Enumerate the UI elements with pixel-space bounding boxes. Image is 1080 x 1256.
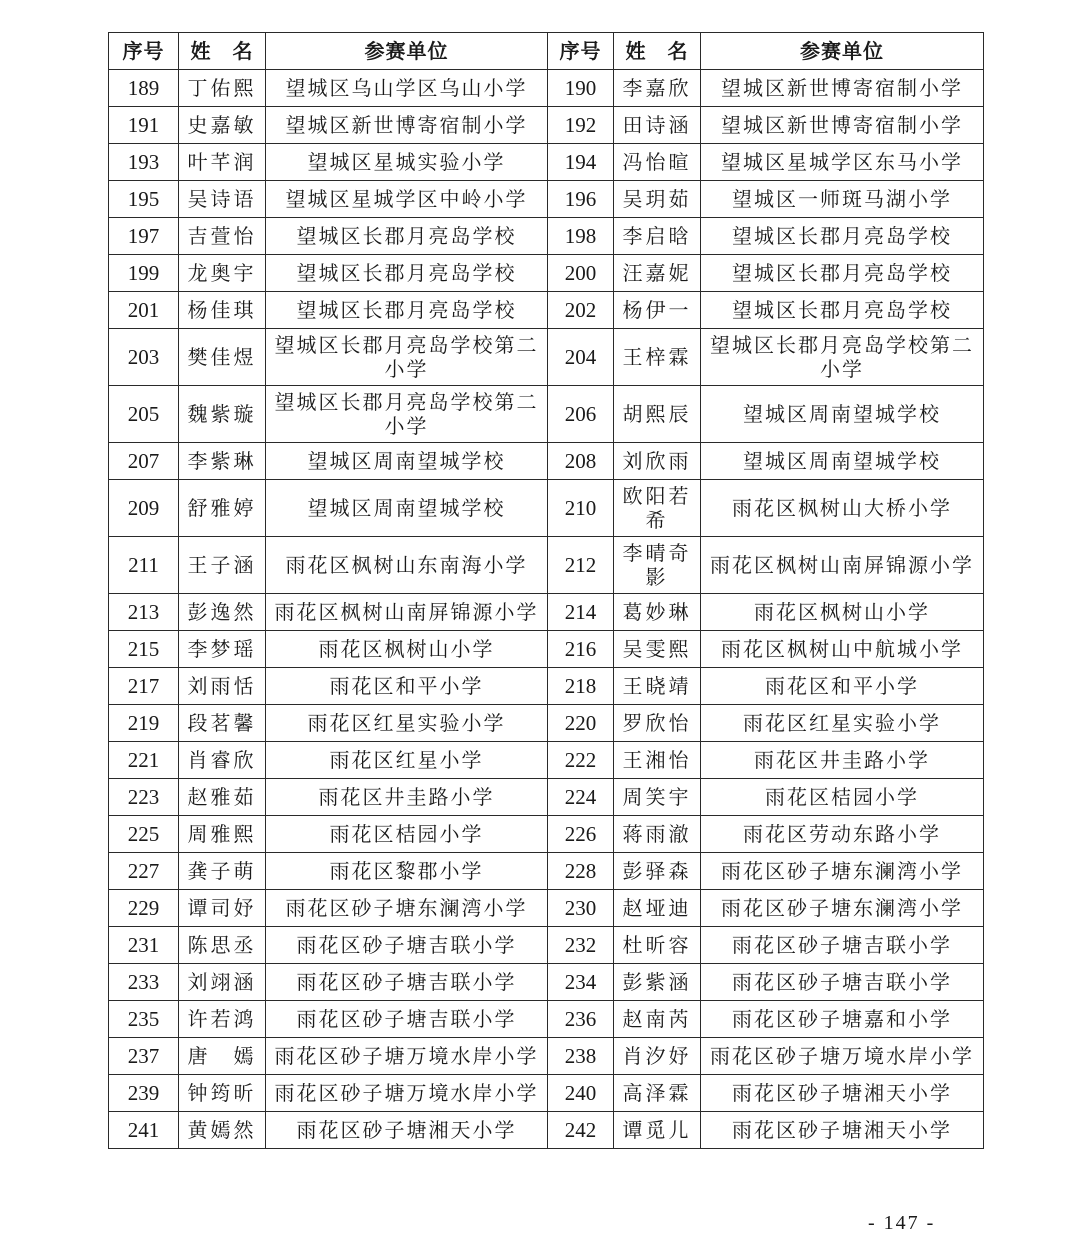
right-unit-cell: 雨花区砂子塘东澜湾小学 xyxy=(701,890,984,927)
right-name-cell: 谭觅儿 xyxy=(614,1112,701,1149)
right-num-cell: 192 xyxy=(548,107,614,144)
left-unit-cell: 雨花区红星实验小学 xyxy=(266,705,548,742)
table-row xyxy=(109,1112,984,1149)
table-row xyxy=(109,181,984,218)
left-unit-cell: 望城区长郡月亮岛学校 xyxy=(266,292,548,329)
right-name-cell: 罗欣怡 xyxy=(614,705,701,742)
left-name-cell: 彭逸然 xyxy=(179,594,266,631)
left-unit-cell: 望城区周南望城学校 xyxy=(266,480,548,537)
right-unit-cell: 雨花区砂子塘万境水岸小学 xyxy=(701,1038,984,1075)
left-unit-cell: 雨花区桔园小学 xyxy=(266,816,548,853)
right-unit-cell: 望城区长郡月亮岛学校第二小学 xyxy=(701,329,984,386)
left-name-cell: 李紫琳 xyxy=(179,443,266,480)
left-name-cell: 谭司妤 xyxy=(179,890,266,927)
right-num-cell: 212 xyxy=(548,537,614,594)
right-name-cell: 欧阳若希 xyxy=(614,480,701,537)
right-unit-cell: 望城区周南望城学校 xyxy=(701,443,984,480)
left-unit-cell: 雨花区黎郡小学 xyxy=(266,853,548,890)
left-unit-cell: 雨花区砂子塘万境水岸小学 xyxy=(266,1038,548,1075)
right-name-cell: 葛妙琳 xyxy=(614,594,701,631)
right-name-cell: 赵垭迪 xyxy=(614,890,701,927)
right-unit-cell: 雨花区砂子塘湘天小学 xyxy=(701,1075,984,1112)
left-name-cell: 赵雅茹 xyxy=(179,779,266,816)
left-name-cell: 钟筠昕 xyxy=(179,1075,266,1112)
left-name-cell: 黄嫣然 xyxy=(179,1112,266,1149)
left-num-cell: 241 xyxy=(109,1112,179,1149)
left-unit-cell: 望城区乌山学区乌山小学 xyxy=(266,70,548,107)
right-unit-cell: 雨花区枫树山大桥小学 xyxy=(701,480,984,537)
left-num-cell: 223 xyxy=(109,779,179,816)
right-name-cell: 汪嘉妮 xyxy=(614,255,701,292)
left-num-cell: 213 xyxy=(109,594,179,631)
left-name-cell: 龙奥宇 xyxy=(179,255,266,292)
right-name-cell: 彭紫涵 xyxy=(614,964,701,1001)
left-num-cell: 239 xyxy=(109,1075,179,1112)
left-unit-cell: 雨花区砂子塘吉联小学 xyxy=(266,927,548,964)
right-name-cell: 李启晗 xyxy=(614,218,701,255)
header-name-right: 姓 名 xyxy=(614,33,701,70)
table-row xyxy=(109,107,984,144)
left-unit-cell: 雨花区砂子塘万境水岸小学 xyxy=(266,1075,548,1112)
left-name-cell: 肖睿欣 xyxy=(179,742,266,779)
table-row xyxy=(109,255,984,292)
left-num-cell: 191 xyxy=(109,107,179,144)
left-num-cell: 209 xyxy=(109,480,179,537)
right-num-cell: 238 xyxy=(548,1038,614,1075)
table-row xyxy=(109,890,984,927)
left-num-cell: 237 xyxy=(109,1038,179,1075)
left-num-cell: 219 xyxy=(109,705,179,742)
left-name-cell: 刘翊涵 xyxy=(179,964,266,1001)
right-unit-cell: 雨花区枫树山小学 xyxy=(701,594,984,631)
right-unit-cell: 雨花区砂子塘吉联小学 xyxy=(701,927,984,964)
left-unit-cell: 雨花区砂子塘吉联小学 xyxy=(266,964,548,1001)
right-name-cell: 冯怡暄 xyxy=(614,144,701,181)
table-row xyxy=(109,329,984,386)
left-num-cell: 205 xyxy=(109,386,179,443)
left-num-cell: 211 xyxy=(109,537,179,594)
right-num-cell: 208 xyxy=(548,443,614,480)
right-num-cell: 194 xyxy=(548,144,614,181)
left-name-cell: 丁佑熙 xyxy=(179,70,266,107)
right-num-cell: 230 xyxy=(548,890,614,927)
table-row xyxy=(109,1075,984,1112)
table-row xyxy=(109,144,984,181)
left-name-cell: 舒雅婷 xyxy=(179,480,266,537)
right-num-cell: 216 xyxy=(548,631,614,668)
table-row xyxy=(109,218,984,255)
right-name-cell: 李晴奇影 xyxy=(614,537,701,594)
table-row xyxy=(109,1038,984,1075)
right-name-cell: 赵南芮 xyxy=(614,1001,701,1038)
table-row xyxy=(109,927,984,964)
left-name-cell: 吉萱怡 xyxy=(179,218,266,255)
left-name-cell: 许若鸿 xyxy=(179,1001,266,1038)
left-unit-cell: 雨花区砂子塘东澜湾小学 xyxy=(266,890,548,927)
right-name-cell: 吴玥茹 xyxy=(614,181,701,218)
table-row xyxy=(109,853,984,890)
left-unit-cell: 雨花区和平小学 xyxy=(266,668,548,705)
left-name-cell: 李梦瑶 xyxy=(179,631,266,668)
right-unit-cell: 雨花区劳动东路小学 xyxy=(701,816,984,853)
table-row xyxy=(109,631,984,668)
header-unit-left: 参赛单位 xyxy=(266,33,548,70)
header-name-left: 姓 名 xyxy=(179,33,266,70)
right-unit-cell: 望城区长郡月亮岛学校 xyxy=(701,218,984,255)
header-row xyxy=(109,33,984,70)
right-num-cell: 232 xyxy=(548,927,614,964)
left-num-cell: 215 xyxy=(109,631,179,668)
left-num-cell: 203 xyxy=(109,329,179,386)
table-row xyxy=(109,537,984,594)
left-unit-cell: 雨花区枫树山东南海小学 xyxy=(266,537,548,594)
table-row xyxy=(109,1001,984,1038)
right-num-cell: 190 xyxy=(548,70,614,107)
table-row xyxy=(109,386,984,443)
right-num-cell: 196 xyxy=(548,181,614,218)
right-unit-cell: 雨花区枫树山南屏锦源小学 xyxy=(701,537,984,594)
right-name-cell: 蒋雨澈 xyxy=(614,816,701,853)
header-unit-right: 参赛单位 xyxy=(701,33,984,70)
right-name-cell: 彭驿森 xyxy=(614,853,701,890)
right-num-cell: 206 xyxy=(548,386,614,443)
left-num-cell: 217 xyxy=(109,668,179,705)
right-num-cell: 214 xyxy=(548,594,614,631)
right-num-cell: 202 xyxy=(548,292,614,329)
roster-table xyxy=(108,32,984,1149)
left-num-cell: 199 xyxy=(109,255,179,292)
left-num-cell: 231 xyxy=(109,927,179,964)
right-name-cell: 李嘉欣 xyxy=(614,70,701,107)
right-unit-cell: 雨花区砂子塘东澜湾小学 xyxy=(701,853,984,890)
header-num-left: 序号 xyxy=(109,33,179,70)
right-name-cell: 肖汐妤 xyxy=(614,1038,701,1075)
left-unit-cell: 雨花区井圭路小学 xyxy=(266,779,548,816)
table-row xyxy=(109,742,984,779)
left-name-cell: 叶芊润 xyxy=(179,144,266,181)
left-num-cell: 193 xyxy=(109,144,179,181)
right-num-cell: 218 xyxy=(548,668,614,705)
right-name-cell: 吴雯熙 xyxy=(614,631,701,668)
table-row xyxy=(109,779,984,816)
right-num-cell: 240 xyxy=(548,1075,614,1112)
right-unit-cell: 望城区长郡月亮岛学校 xyxy=(701,292,984,329)
right-name-cell: 王梓霖 xyxy=(614,329,701,386)
left-num-cell: 221 xyxy=(109,742,179,779)
left-unit-cell: 雨花区枫树山南屏锦源小学 xyxy=(266,594,548,631)
right-num-cell: 242 xyxy=(548,1112,614,1149)
left-num-cell: 229 xyxy=(109,890,179,927)
left-unit-cell: 望城区新世博寄宿制小学 xyxy=(266,107,548,144)
left-name-cell: 龚子萌 xyxy=(179,853,266,890)
right-num-cell: 198 xyxy=(548,218,614,255)
left-num-cell: 235 xyxy=(109,1001,179,1038)
left-name-cell: 杨佳琪 xyxy=(179,292,266,329)
right-unit-cell: 雨花区砂子塘湘天小学 xyxy=(701,1112,984,1149)
left-unit-cell: 望城区长郡月亮岛学校 xyxy=(266,218,548,255)
table-row xyxy=(109,705,984,742)
left-name-cell: 史嘉敏 xyxy=(179,107,266,144)
left-name-cell: 段茗馨 xyxy=(179,705,266,742)
right-unit-cell: 雨花区井圭路小学 xyxy=(701,742,984,779)
right-unit-cell: 雨花区红星实验小学 xyxy=(701,705,984,742)
right-num-cell: 210 xyxy=(548,480,614,537)
right-num-cell: 222 xyxy=(548,742,614,779)
right-num-cell: 220 xyxy=(548,705,614,742)
left-unit-cell: 望城区长郡月亮岛学校第二小学 xyxy=(266,329,548,386)
right-unit-cell: 雨花区和平小学 xyxy=(701,668,984,705)
left-unit-cell: 雨花区砂子塘湘天小学 xyxy=(266,1112,548,1149)
table-row xyxy=(109,292,984,329)
right-unit-cell: 雨花区砂子塘吉联小学 xyxy=(701,964,984,1001)
right-name-cell: 胡熙辰 xyxy=(614,386,701,443)
left-name-cell: 王子涵 xyxy=(179,537,266,594)
left-name-cell: 唐 嫣 xyxy=(179,1038,266,1075)
right-unit-cell: 望城区新世博寄宿制小学 xyxy=(701,107,984,144)
right-name-cell: 高泽霖 xyxy=(614,1075,701,1112)
left-num-cell: 197 xyxy=(109,218,179,255)
right-num-cell: 204 xyxy=(548,329,614,386)
right-name-cell: 王晓靖 xyxy=(614,668,701,705)
left-unit-cell: 雨花区砂子塘吉联小学 xyxy=(266,1001,548,1038)
right-unit-cell: 望城区周南望城学校 xyxy=(701,386,984,443)
right-name-cell: 田诗涵 xyxy=(614,107,701,144)
right-num-cell: 224 xyxy=(548,779,614,816)
right-unit-cell: 雨花区枫树山中航城小学 xyxy=(701,631,984,668)
left-unit-cell: 望城区长郡月亮岛学校 xyxy=(266,255,548,292)
right-num-cell: 236 xyxy=(548,1001,614,1038)
right-num-cell: 228 xyxy=(548,853,614,890)
left-unit-cell: 望城区周南望城学校 xyxy=(266,443,548,480)
left-num-cell: 233 xyxy=(109,964,179,1001)
right-unit-cell: 雨花区桔园小学 xyxy=(701,779,984,816)
left-num-cell: 207 xyxy=(109,443,179,480)
page-number: - 147 - xyxy=(868,1212,936,1234)
left-unit-cell: 雨花区红星小学 xyxy=(266,742,548,779)
roster-body xyxy=(109,70,984,1149)
right-name-cell: 杨伊一 xyxy=(614,292,701,329)
table-row xyxy=(109,480,984,537)
table-row xyxy=(109,964,984,1001)
right-unit-cell: 望城区新世博寄宿制小学 xyxy=(701,70,984,107)
right-name-cell: 王湘怡 xyxy=(614,742,701,779)
left-unit-cell: 望城区星城实验小学 xyxy=(266,144,548,181)
left-name-cell: 吴诗语 xyxy=(179,181,266,218)
left-num-cell: 189 xyxy=(109,70,179,107)
left-num-cell: 225 xyxy=(109,816,179,853)
right-num-cell: 234 xyxy=(548,964,614,1001)
right-name-cell: 杜昕容 xyxy=(614,927,701,964)
right-num-cell: 226 xyxy=(548,816,614,853)
table-row xyxy=(109,816,984,853)
right-unit-cell: 望城区长郡月亮岛学校 xyxy=(701,255,984,292)
left-num-cell: 227 xyxy=(109,853,179,890)
right-name-cell: 周笑宇 xyxy=(614,779,701,816)
left-name-cell: 周雅熙 xyxy=(179,816,266,853)
right-unit-cell: 望城区星城学区东马小学 xyxy=(701,144,984,181)
right-unit-cell: 望城区一师斑马湖小学 xyxy=(701,181,984,218)
left-unit-cell: 望城区星城学区中岭小学 xyxy=(266,181,548,218)
left-name-cell: 刘雨恬 xyxy=(179,668,266,705)
left-name-cell: 陈思丞 xyxy=(179,927,266,964)
table-row xyxy=(109,594,984,631)
left-name-cell: 魏紫璇 xyxy=(179,386,266,443)
table-row xyxy=(109,70,984,107)
left-unit-cell: 雨花区枫树山小学 xyxy=(266,631,548,668)
left-num-cell: 201 xyxy=(109,292,179,329)
table-row xyxy=(109,443,984,480)
right-unit-cell: 雨花区砂子塘嘉和小学 xyxy=(701,1001,984,1038)
right-num-cell: 200 xyxy=(548,255,614,292)
left-unit-cell: 望城区长郡月亮岛学校第二小学 xyxy=(266,386,548,443)
header-num-right: 序号 xyxy=(548,33,614,70)
table-row xyxy=(109,668,984,705)
left-name-cell: 樊佳煜 xyxy=(179,329,266,386)
left-num-cell: 195 xyxy=(109,181,179,218)
right-name-cell: 刘欣雨 xyxy=(614,443,701,480)
